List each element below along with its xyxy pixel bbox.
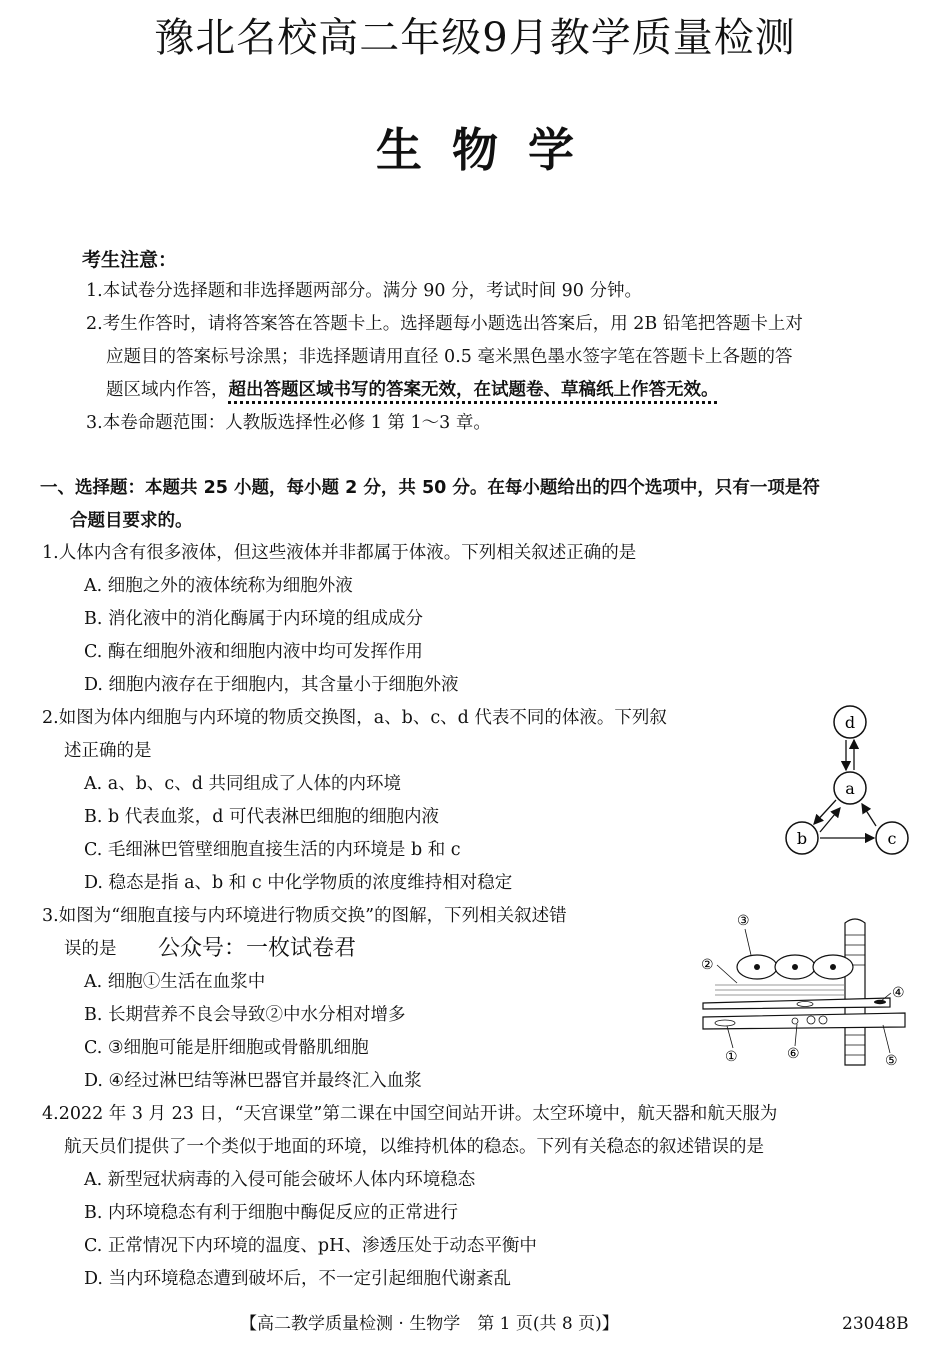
notice-item-1: 1.本试卷分选择题和非选择题两部分。满分 90 分，考试时间 90 分钟。 xyxy=(86,281,642,301)
node-a xyxy=(834,772,866,804)
exam-title: 豫北名校高二年级9月教学质量检测 xyxy=(154,15,796,61)
node-b-label: b xyxy=(796,829,808,848)
q1-stem: 1.人体内含有很多液体，但这些液体并非都属于体液。下列相关叙述正确的是 xyxy=(42,543,637,563)
arrow-a-to-b xyxy=(814,800,836,824)
subject-title: 生物学 xyxy=(376,123,604,177)
q1-option-b: B. 消化液中的消化酶属于内环境的组成成分 xyxy=(84,609,423,629)
q1-option-a: A. 细胞之外的液体统称为细胞外液 xyxy=(84,576,353,596)
q4-option-d: D. 当内环境稳态遭到破坏后，不一定引起细胞代谢紊乱 xyxy=(84,1269,512,1289)
page-footer: 【高二教学质量检测 · 生物学 第 1 页(共 8 页)】 xyxy=(240,1314,619,1334)
arrow-b-to-a xyxy=(820,808,840,832)
node-c-label: c xyxy=(887,829,897,848)
q3-option-d: D. ④经过淋巴结等淋巴器官并最终汇入血浆 xyxy=(84,1071,422,1091)
notice-item-2-line-1: 2.考生作答时，请将答案答在答题卡上。选择题每小题选出答案后，用 2B 铅笔把答题卡上对 xyxy=(86,314,803,334)
watermark-text: 公众号：一枚试卷君 xyxy=(158,936,357,961)
q2-option-b: B. b 代表血浆，d 可代表淋巴细胞的细胞内液 xyxy=(84,807,440,827)
label-4: ④ xyxy=(892,985,905,1001)
q3-option-b: B. 长期营养不良会导致②中水分相对增多 xyxy=(84,1005,406,1025)
lymph-vessel xyxy=(703,998,890,1009)
q4-stem-line-2: 航天员们提供了一个类似于地面的环境，以维持机体的稳态。下列有关稳态的叙述错误的是 xyxy=(64,1137,764,1157)
lymph-capillary xyxy=(845,919,865,1065)
node-a-label: a xyxy=(845,779,855,798)
q3-stem-line-1: 3.如图为“细胞直接与内环境进行物质交换”的图解，下列相关叙述错 xyxy=(42,906,567,926)
notice-item-2-line-2: 应题目的答案标号涂黑；非选择题请用直径 0.5 毫米黑色墨水签字笔在答题卡上各题的答 xyxy=(106,347,793,367)
q2-option-c: C. 毛细淋巴管壁细胞直接生活的内环境是 b 和 c xyxy=(84,840,461,860)
q3-option-c: C. ③细胞可能是肝细胞或骨骼肌细胞 xyxy=(84,1038,369,1058)
q3-option-a: A. 细胞①生活在血浆中 xyxy=(84,972,266,992)
q1-option-c: C. 酶在细胞外液和细胞内液中均可发挥作用 xyxy=(84,642,423,662)
q4-option-a: A. 新型冠状病毒的入侵可能会破坏人体内环境稳态 xyxy=(84,1170,476,1190)
label-2: ② xyxy=(701,957,714,973)
notice-item-2-line-3 xyxy=(106,378,719,402)
notice-item-2-line-3-plain: 题区域内作答， xyxy=(106,380,229,400)
q4-option-b: B. 内环境稳态有利于细胞中酶促反应的正常进行 xyxy=(84,1203,458,1223)
label-3: ③ xyxy=(737,913,750,929)
q4-stem-line-1: 4.2022 年 3 月 23 日，“天宫课堂”第二课在中国空间站开讲。太空环境中，航天器和航天服为 xyxy=(42,1104,778,1124)
q2-fluid-exchange-diagram xyxy=(770,700,920,870)
node-d-label: d xyxy=(844,713,856,732)
q3-stem-line-2: 误的是 xyxy=(64,939,117,959)
label-5: ⑤ xyxy=(885,1053,898,1069)
notice-heading: 考生注意： xyxy=(82,249,178,271)
tissue-cells xyxy=(737,955,853,979)
blood-capillary xyxy=(703,1013,905,1029)
notice-warning-emphasis: 超出答题区域书写的答案无效，在试题卷、草稿纸上作答无效。 xyxy=(228,380,719,400)
q2-option-d: D. 稳态是指 a、b 和 c 中化学物质的浓度维持相对稳定 xyxy=(84,873,513,893)
notice-item-3: 3.本卷命题范围：人教版选择性必修 1 第 1～3 章。 xyxy=(86,413,491,433)
arrow-c-to-a xyxy=(862,804,876,826)
q2-option-a: A. a、b、c、d 共同组成了人体的内环境 xyxy=(84,774,401,794)
label-1: ① xyxy=(725,1049,738,1065)
node-b xyxy=(786,822,818,854)
q2-stem-line-1: 2.如图为体内细胞与内环境的物质交换图，a、b、c、d 代表不同的体液。下列叙 xyxy=(42,708,667,728)
diagram-labels xyxy=(701,913,905,1069)
q4-option-c: C. 正常情况下内环境的温度、pH、渗透压处于动态平衡中 xyxy=(84,1236,537,1256)
interstitial-fluid xyxy=(715,985,845,995)
node-c xyxy=(876,822,908,854)
q3-tissue-exchange-diagram xyxy=(695,905,915,1070)
label-6: ⑥ xyxy=(787,1046,800,1062)
exam-code: 23048B xyxy=(842,1314,909,1334)
section-heading-line-1: 一、选择题：本题共 25 小题，每小题 2 分，共 50 分。在每小题给出的四个选项中，只有一项是符 xyxy=(40,478,820,498)
node-d xyxy=(834,706,866,738)
q1-option-d: D. 细胞内液存在于细胞内，其含量小于细胞外液 xyxy=(84,675,459,695)
section-heading-line-2: 合题目要求的。 xyxy=(70,511,193,531)
q2-stem-line-2: 述正确的是 xyxy=(64,741,152,761)
